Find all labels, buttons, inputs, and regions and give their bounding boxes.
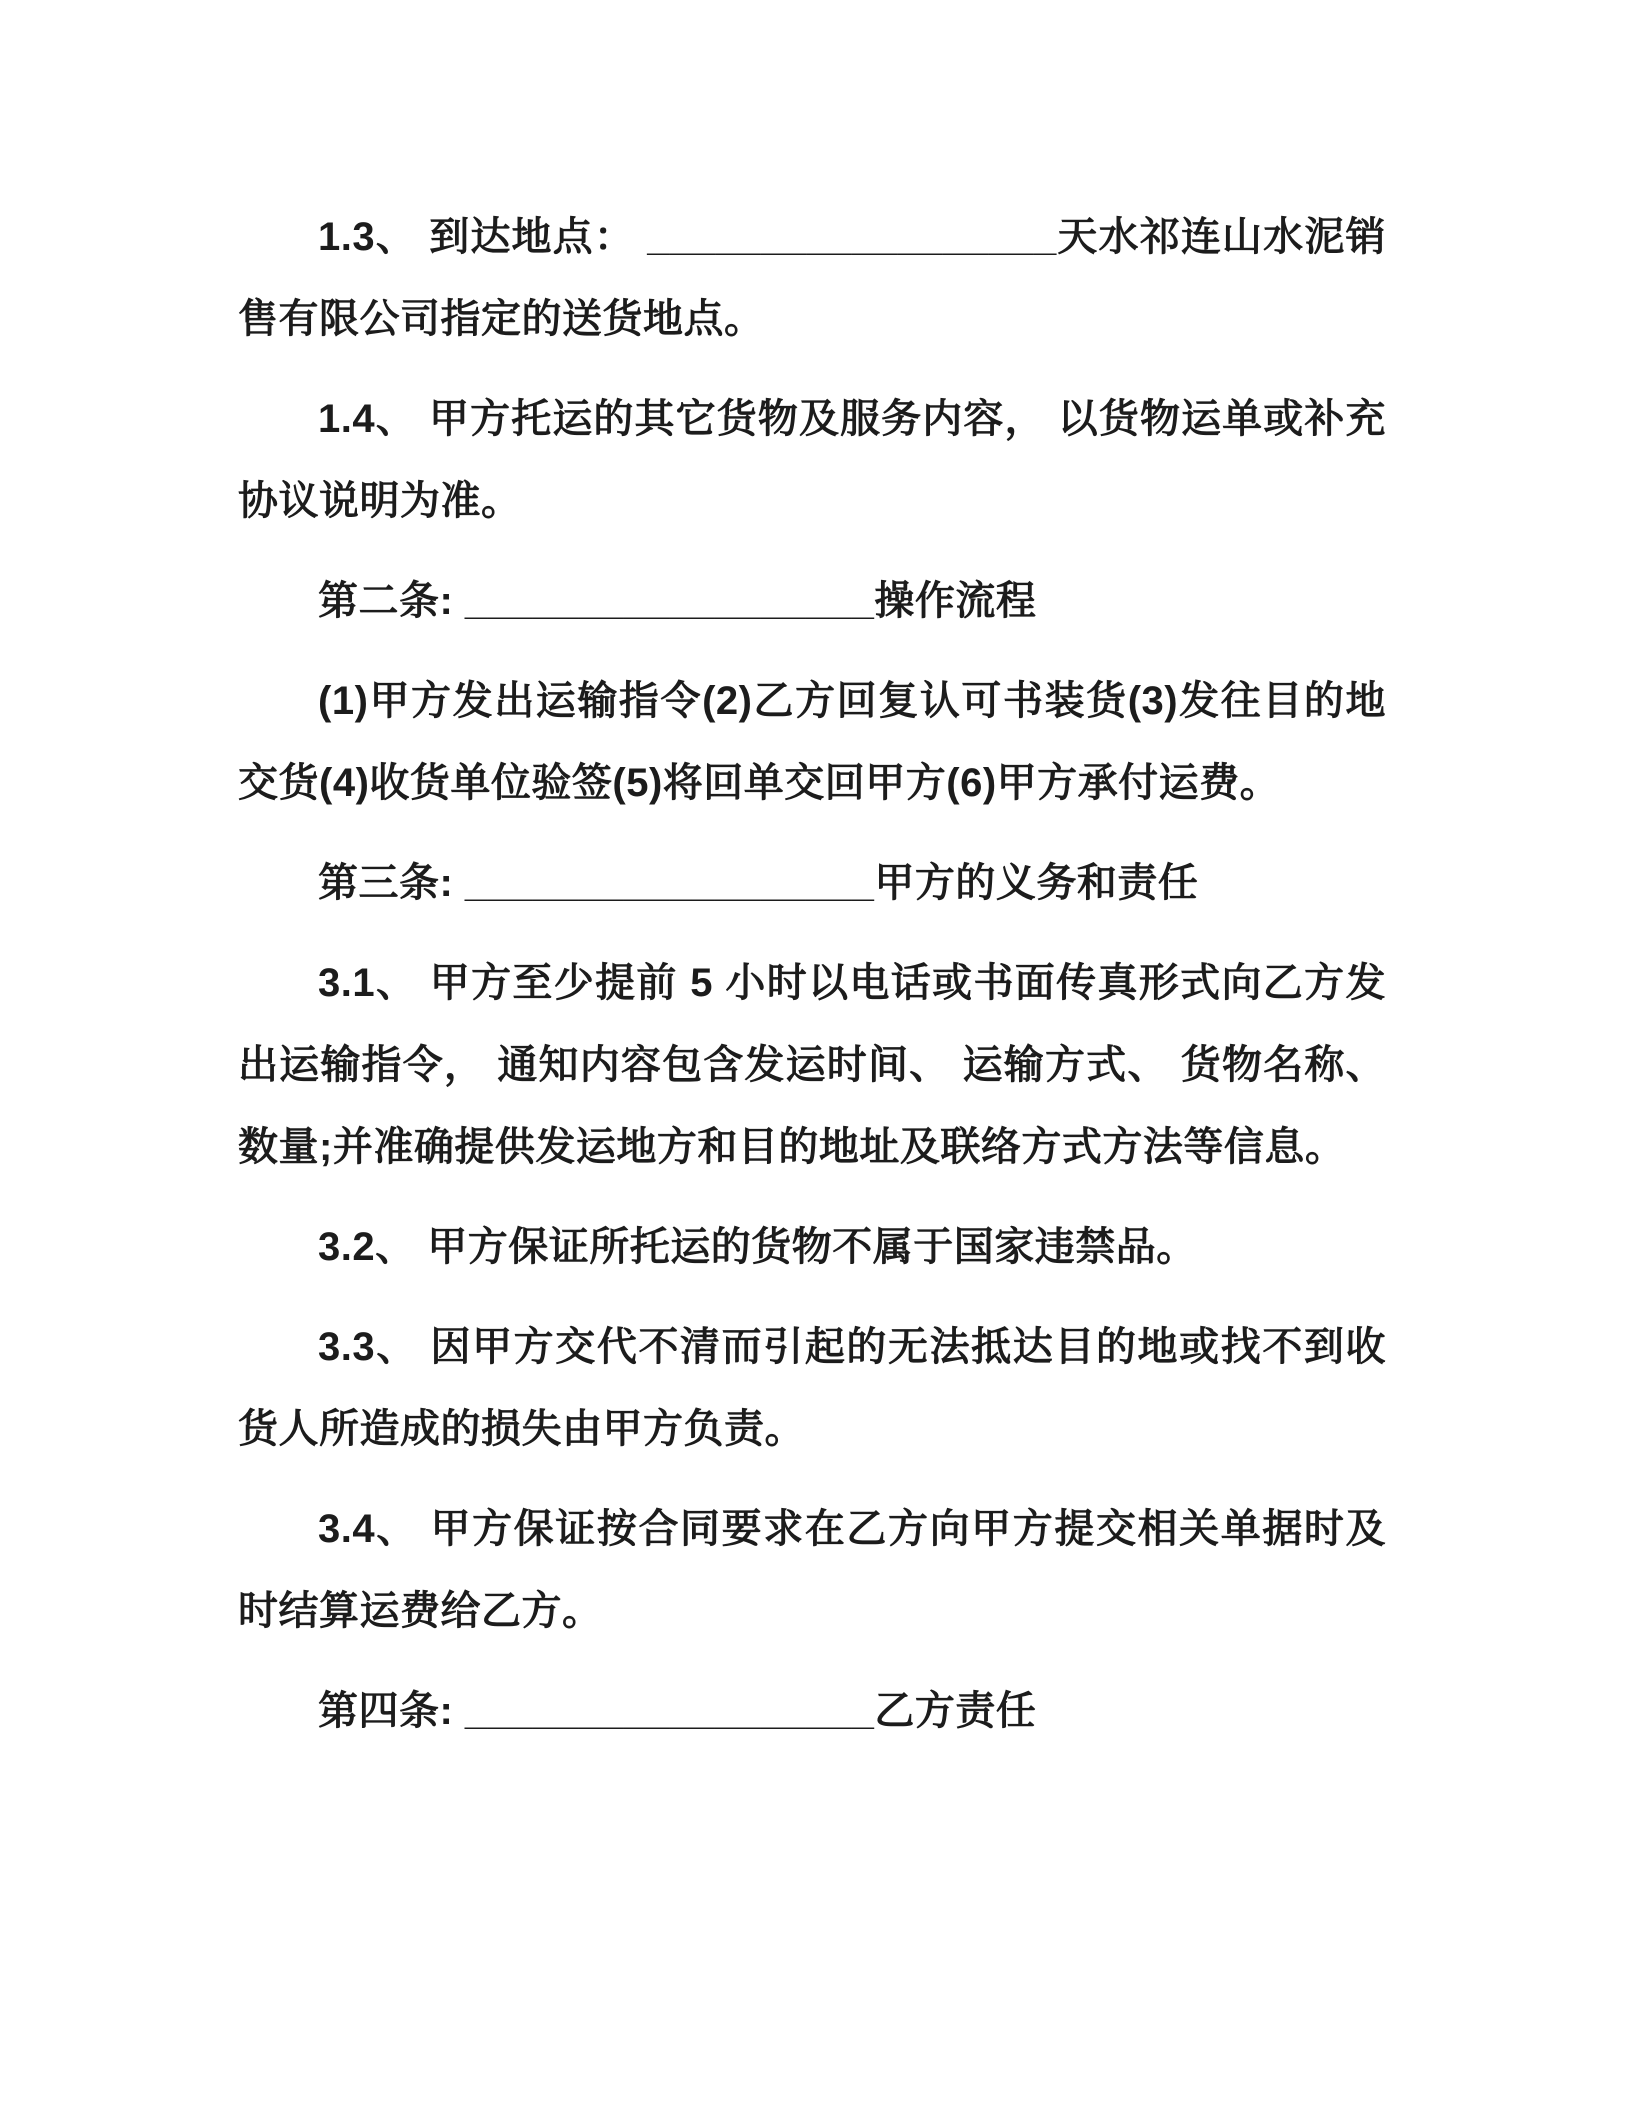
clause-3-3: 3.3、 因甲方交代不清而引起的无法抵达目的地或找不到收货人所造成的损失由甲方负责。	[238, 1325, 1386, 1451]
clause-3-4: 3.4、 甲方保证按合同要求在乙方向甲方提交相关单据时及时结算运费给乙方。	[238, 1507, 1386, 1633]
heading-article-4: 第四条: __________________乙方责任	[318, 1689, 1037, 1733]
contract-body	[238, 196, 1386, 1752]
clause-3-2: 3.2、 甲方保证所托运的货物不属于国家违禁品。	[318, 1225, 1197, 1269]
operation-flow: (1)甲方发出运输指令(2)乙方回复认可书装货(3)发往目的地交货(4)收货单位验签(5)将回单交回甲方(6)甲方承付运费。	[238, 679, 1386, 805]
heading-article-3: 第三条: __________________甲方的义务和责任	[318, 861, 1199, 905]
clause-1-4: 1.4、 甲方托运的其它货物及服务内容， 以货物运单或补充协议说明为准。	[238, 397, 1386, 523]
clause-1-3: 1.3、 到达地点： __________________天水祁连山水泥销售有限公司指定的送货地点。	[238, 215, 1386, 341]
clause-3-1: 3.1、 甲方至少提前 5 小时以电话或书面传真形式向乙方发出运输指令， 通知内容包含发运时间、 运输方式、 货物名称、 数量;并准确提供发运地方和目的地址及联络方式方法等信息。	[238, 961, 1386, 1169]
heading-article-2: 第二条: __________________操作流程	[318, 579, 1037, 623]
